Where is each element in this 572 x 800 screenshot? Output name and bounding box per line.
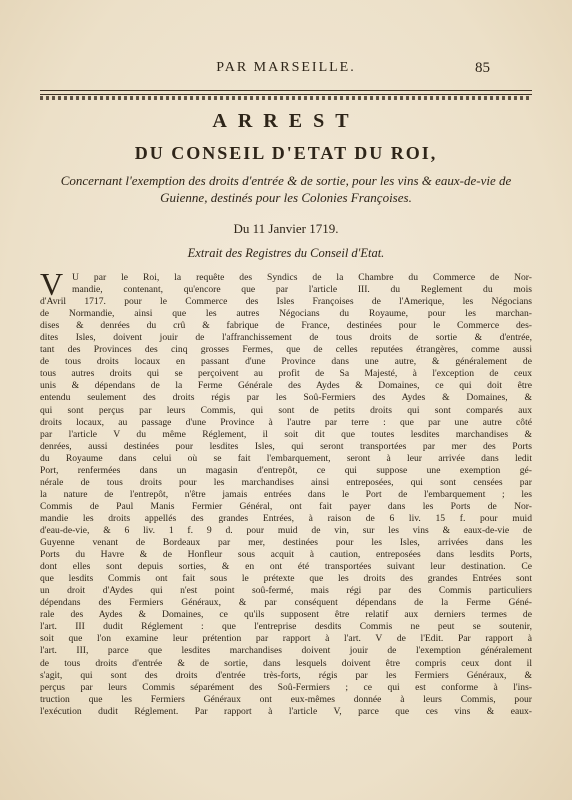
body-line: dont elles sont depuis sorties, & en ont été transportées suivant leur destination. Ce (40, 561, 532, 573)
body-line: dépendans des Fermiers Généraux, & par conséquent dépendans de la Ferme Géné- (40, 597, 532, 609)
body-line: U par le Roi, la requête des Syndics de la Chambre du Commerce de Nor- (72, 272, 532, 283)
body-line: qui sont perçus par leurs Commis, qui sont de petits droits qui sont comparés aux (40, 404, 532, 416)
ornamental-border (40, 96, 532, 100)
body-line: Port, renfermées dans un magasin d'entrepôt, ce qui suppose une exemption gé- (40, 464, 532, 476)
body-line: d'Avril 1717. pour le Commerce des Isles Françoises de l'Amerique, les Négocians (40, 296, 532, 308)
body-line: l'art. III, parce que lesdites marchandises doivent jouir de l'exemption généralement (40, 645, 532, 657)
body-line: perçus par leurs Commis séparément des Soû-Fermiers ; ce qui est conforme à l'ins- (40, 681, 532, 693)
body-line: du Royaume dans celui où se fait l'embarquement, seront à leur arrivée dans ledit (40, 452, 532, 464)
body-line: mandie les droits appellés des grandes Entrées, à raison de 6 liv. 15 f. pour muid (40, 512, 532, 524)
extract-heading: Extrait des Registres du Conseil d'Etat. (187, 246, 385, 260)
body-line: unis & dépendans de la Ferme Générale des Aydes & Domaines, ce qui doit être (40, 380, 532, 392)
body-line: que lesdits Commis ont fait sous le prétexte que les droits des grandes Entrées sont (40, 573, 532, 585)
body-line: denrées, aussi destinées pour lesdites Isles, qui seront transportées par mer des Ports (40, 440, 532, 452)
body-line: droits locaux, au passage d'une Province à l'autre par terre : que par une autre côté (40, 416, 532, 428)
body-line: mandie, contenant, qu'encore que par l'article III. du Reglement du mois (72, 284, 532, 296)
body-line: de tous droits d'entrée & de sortie, dans lesquels doivent être compris ceux dont il (40, 657, 532, 669)
body-line: dites Isles, doivent jouir de l'affranchissement de tous droits de sortie & d'entrée, (40, 332, 532, 344)
body-line: rale des Aydes & Domaines, ce qu'ils supposent être relatif aux derniers termes de (40, 609, 532, 621)
body-line: entendu seulement des droits régis par les Soû-Fermiers des Aydes & Domaines, & (40, 392, 532, 404)
body-line: s'agit, qui sont des droits d'entrée très-forts, régis par les Fermiers Généraux, & (40, 669, 532, 681)
body-line: tant des Provinces des cinq grosses Fermes, que de celles reputées étrangères, comme aussi (40, 344, 532, 356)
body-line: truction que les Fermiers Généraux ont eux-mêmes donnée à leurs Commis, pour (40, 693, 532, 705)
body-line: la nature de l'entrepôt, n'être jamais entrées dans le Port de l'embarquement ; les (40, 488, 532, 500)
body-line: par l'article V du même Réglement, il soit dit que toutes lesdites marchandises & (40, 428, 532, 440)
document-description: Concernant l'exemption des droits d'entrée & de sortie, pour les vins & eaux-de-vie de Guienne, destinés pour les Colonies Françoises. (60, 173, 512, 205)
body-line: nérale de tous droits pour les marchandises ainsi entreposées, qui sont censées par (40, 476, 532, 488)
document-title: ARREST (212, 110, 360, 132)
body-line: soit que l'on examine leur prétention par rapport à l'art. V de l'Edit. Par rapport à (40, 633, 532, 645)
page-number: 85 (475, 60, 490, 76)
document-date: Du 11 Janvier 1719. (233, 221, 339, 236)
body-line: d'eau-de-vie, & 6 liv. 1 f. 9 d. pour muid de vin, sur les vins & eaux-de-vie de (40, 524, 532, 536)
body-line: dises & denrées du crû & fabrique de France, destinées pour le Commerce des- (40, 320, 532, 332)
drop-cap: V (40, 266, 64, 302)
body-line: l'art. III dudit Réglement : que l'entreprise desdits Commis ne peut se soutenir, (40, 621, 532, 633)
body-line: Commis de Paul Manis Fermier Général, ont fait payer dans les Ports de Nor- (40, 500, 532, 512)
body-line: un droit d'Aydes qui n'est point soû-fermé, mais régi par des Commis particuliers (40, 585, 532, 597)
body-line: de Normandie, ainsi que les autres Négocians du Royaume, pour les marchan- (40, 308, 532, 320)
running-head-title: PAR MARSEILLE. (216, 60, 356, 75)
body-line: Guyenne venant de Bordeaux par mer, destinées pour les Isles, arrivées dans les (40, 537, 532, 549)
body-line: Ports du Havre & de Honfleur sous acquit à caution, entreposées dans lesdits Ports, (40, 549, 532, 561)
document-subtitle-council: DU CONSEIL D'ETAT DU ROI, (134, 143, 438, 163)
body-line: tous autres droits qui se perçoivent au profit de Sa Majesté, à l'exception de ceux (40, 368, 532, 380)
header-rule (40, 90, 532, 95)
body-text (40, 266, 532, 718)
running-head (0, 60, 572, 80)
body-line: l'exécution dudit Réglement. Par rapport à l'article V, parce que ces vins & eaux- (40, 705, 532, 717)
body-line: de tous droits locaux en passant d'une Province dans une autre, & généralement de (40, 356, 532, 368)
